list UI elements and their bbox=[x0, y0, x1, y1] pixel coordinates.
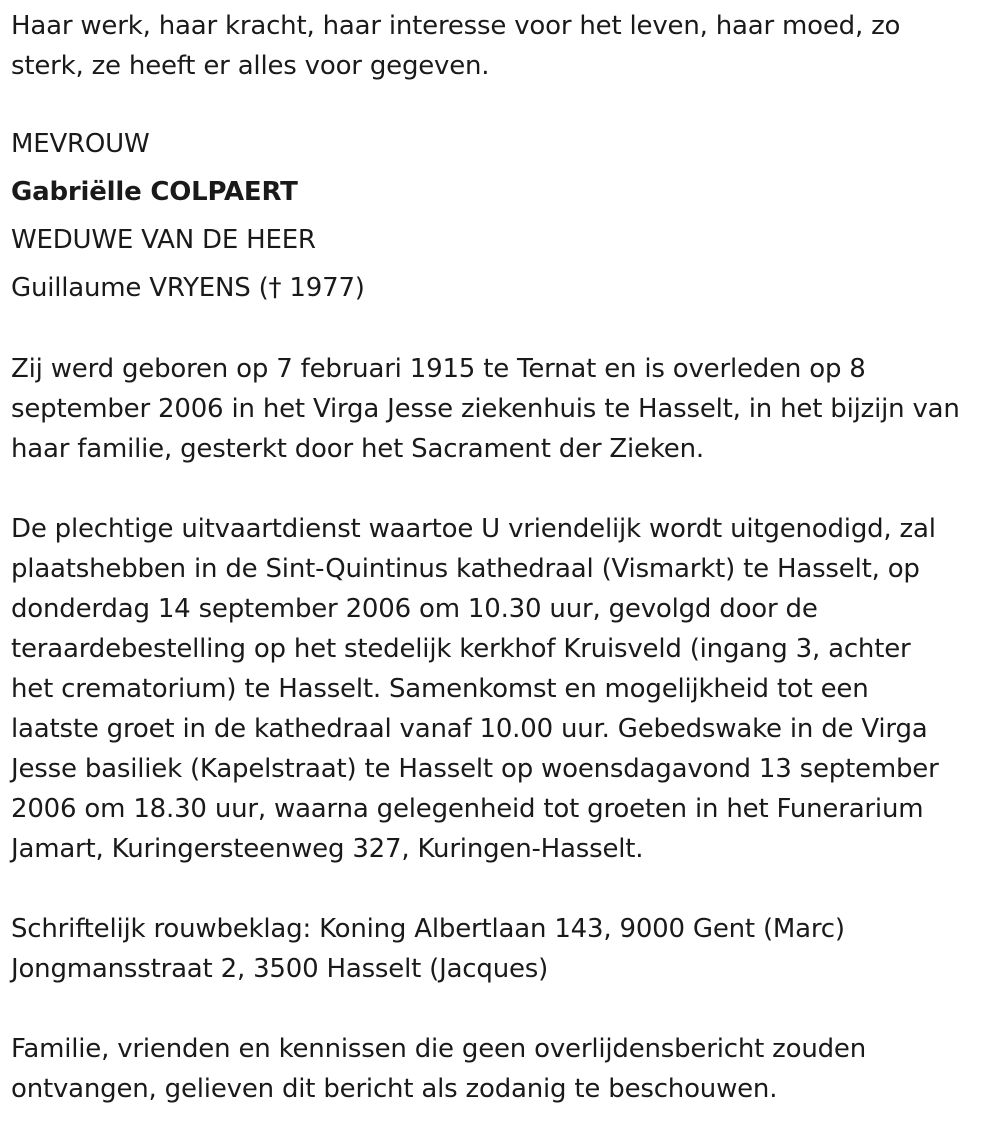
funeral-line: teraardebestelling op het stedelijk kerkhof Kruisveld (ingang 3, achter bbox=[11, 634, 911, 664]
deceased-name: Gabriëlle COLPAERT bbox=[11, 177, 298, 207]
birth-death-line: september 2006 in het Virga Jesse ziekenhuis te Hasselt, in het bijzijn van bbox=[11, 394, 960, 424]
intro-line: Haar werk, haar kracht, haar interesse voor het leven, haar moed, zo bbox=[11, 11, 901, 41]
spouse-name: Guillaume VRYENS († 1977) bbox=[11, 273, 365, 303]
intro-paragraph bbox=[11, 6, 900, 86]
birth-death-paragraph bbox=[11, 349, 960, 469]
funeral-line: Jamart, Kuringersteenweg 327, Kuringen-Hasselt. bbox=[11, 834, 644, 864]
intro-line: sterk, ze heeft er alles voor gegeven. bbox=[11, 51, 490, 81]
funeral-line: donderdag 14 september 2006 om 10.30 uur, gevolgd door de bbox=[11, 594, 818, 624]
funeral-line: Jesse basiliek (Kapelstraat) te Hasselt op woensdagavond 13 september bbox=[11, 754, 939, 784]
condolences-paragraph bbox=[11, 909, 845, 989]
funeral-line: plaatshebben in de Sint-Quintinus kathedraal (Vismarkt) te Hasselt, op bbox=[11, 554, 920, 584]
funeral-line: laatste groet in de kathedraal vanaf 10.00 uur. Gebedswake in de Virga bbox=[11, 714, 928, 744]
condolences-line: Schriftelijk rouwbeklag: Koning Albertlaan 143, 9000 Gent (Marc) bbox=[11, 914, 845, 944]
funeral-line: het crematorium) te Hasselt. Samenkomst en mogelijkheid tot een bbox=[11, 674, 869, 704]
condolences-line: Jongmansstraat 2, 3500 Hasselt (Jacques) bbox=[11, 954, 549, 984]
birth-death-line: haar familie, gesterkt door het Sacrament der Zieken. bbox=[11, 434, 704, 464]
honorific-title: MEVROUW bbox=[11, 129, 150, 159]
closing-paragraph bbox=[11, 1029, 866, 1109]
closing-line: ontvangen, gelieven dit bericht als zodanig te beschouwen. bbox=[11, 1074, 778, 1104]
funeral-line: 2006 om 18.30 uur, waarna gelegenheid tot groeten in het Funerarium bbox=[11, 794, 924, 824]
relation-label: WEDUWE VAN DE HEER bbox=[11, 225, 316, 255]
funeral-line: De plechtige uitvaartdienst waartoe U vriendelijk wordt uitgenodigd, zal bbox=[11, 514, 936, 544]
closing-line: Familie, vrienden en kennissen die geen overlijdensbericht zouden bbox=[11, 1034, 866, 1064]
funeral-paragraph bbox=[11, 509, 939, 869]
birth-death-line: Zij werd geboren op 7 februari 1915 te Ternat en is overleden op 8 bbox=[11, 354, 866, 384]
